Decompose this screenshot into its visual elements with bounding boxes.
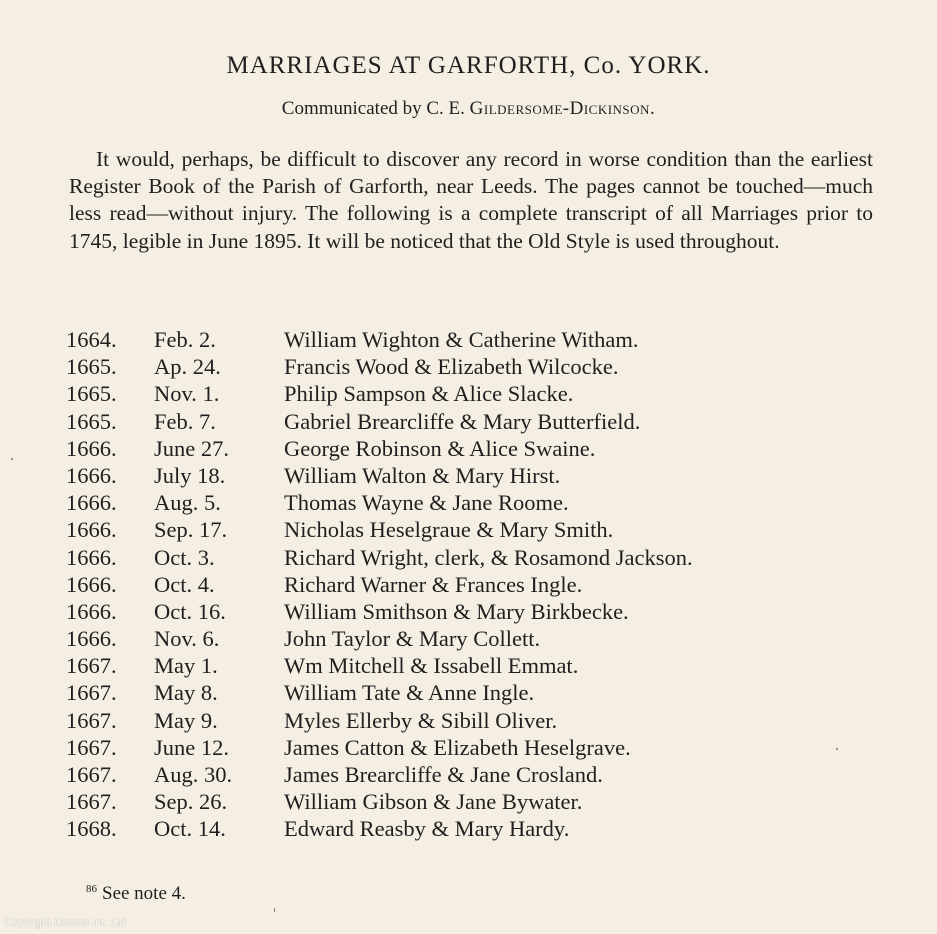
record-date: Feb. 2. — [154, 327, 216, 352]
intro-paragraph: It would, perhaps, be difficult to discover any record in worse condition than the earliest Register Book of the Parish of Garforth, near Leeds. The pages cannot be touched—much less read—without injury. The following is a complete transcript of all Marriages prior to 1745, legible in June 1895. It will be noticed that the Old Style is used throughout. — [69, 147, 873, 253]
record-date: Aug. 30. — [154, 762, 233, 787]
footnote — [86, 883, 186, 905]
record-year: 1666. — [66, 598, 117, 624]
footnote-text: See note 4. — [102, 883, 186, 904]
record-date: Nov. 1. — [154, 381, 220, 407]
paper-speck — [274, 908, 275, 912]
record-year: 1667. — [66, 680, 117, 706]
record-year: 1667. — [66, 762, 117, 787]
record-names: William Smithson & Mary Birkbecke. — [284, 598, 629, 624]
record-year: 1666. — [66, 462, 117, 488]
record-year: 1665. — [66, 381, 117, 407]
byline — [0, 98, 937, 120]
record-date: Sep. 26. — [154, 789, 228, 815]
record-date: Oct. 3. — [154, 544, 215, 570]
footnote-marker: 86 — [86, 883, 97, 895]
record-names: James Catton & Elizabeth Heselgrave. — [284, 734, 631, 760]
record-row — [66, 625, 826, 652]
record-names: Wm Mitchell & Issabell Emmat. — [284, 653, 579, 679]
record-year: 1666. — [66, 490, 117, 516]
page-title: MARRIAGES AT GARFORTH, Co. YORK. — [226, 52, 711, 79]
record-year: 1668. — [66, 816, 117, 842]
record-year: 1664. — [66, 327, 117, 352]
record-names: William Tate & Anne Ingle. — [284, 680, 535, 706]
record-names: Edward Reasby & Mary Hardy. — [284, 816, 570, 842]
record-year: 1667. — [66, 707, 117, 733]
copyright-watermark: Copyright Cosmo Int. Ltd — [4, 917, 126, 929]
record-year: 1666. — [66, 517, 117, 543]
record-date: Oct. 4. — [154, 571, 215, 597]
record-year: 1666. — [66, 571, 117, 597]
record-year: 1665. — [66, 354, 117, 380]
record-names: Thomas Wayne & Jane Roome. — [284, 490, 569, 516]
record-date: May 9. — [154, 707, 218, 733]
record-names: George Robinson & Alice Swaine. — [284, 435, 596, 461]
record-row — [66, 707, 826, 734]
record-row — [66, 679, 826, 706]
record-year: 1666. — [66, 435, 117, 461]
record-row — [66, 353, 826, 380]
record-row — [66, 815, 826, 842]
record-row — [66, 326, 826, 353]
record-date: June 12. — [154, 734, 229, 760]
record-date: Feb. 7. — [154, 408, 216, 434]
record-year: 1665. — [66, 408, 117, 434]
record-names: Richard Warner & Frances Ingle. — [284, 571, 583, 597]
record-date: July 18. — [154, 462, 226, 488]
record-row — [66, 571, 826, 598]
record-row — [66, 598, 826, 625]
record-date: May 1. — [154, 653, 218, 679]
record-year: 1666. — [66, 544, 117, 570]
record-names: Gabriel Brearcliffe & Mary Butterfield. — [284, 408, 641, 434]
record-year: 1667. — [66, 789, 117, 815]
record-names: Myles Ellerby & Sibill Oliver. — [284, 707, 558, 733]
record-row — [66, 408, 826, 435]
byline-prefix: Communicated by C. E. — [281, 98, 470, 119]
record-date: June 27. — [154, 435, 229, 461]
record-row — [66, 652, 826, 679]
marriage-records-list — [66, 326, 826, 843]
record-row — [66, 516, 826, 543]
record-date: May 8. — [154, 680, 218, 706]
record-year: 1666. — [66, 626, 117, 652]
record-date: Nov. 6. — [154, 626, 220, 652]
record-names: William Gibson & Jane Bywater. — [284, 789, 583, 815]
record-names: James Brearcliffe & Jane Crosland. — [284, 762, 603, 787]
record-year: 1667. — [66, 734, 117, 760]
record-date: Sep. 17. — [154, 517, 228, 543]
paper-speck — [836, 748, 838, 750]
record-names: Nicholas Heselgraue & Mary Smith. — [284, 517, 614, 543]
record-date: Aug. 5. — [154, 490, 221, 516]
record-date: Oct. 16. — [154, 598, 226, 624]
byline-author: Gildersome-Dickinson. — [469, 98, 656, 119]
paper-speck — [11, 458, 13, 460]
record-names: Philip Sampson & Alice Slacke. — [284, 381, 574, 407]
record-row — [66, 435, 826, 462]
record-row — [66, 761, 826, 788]
record-row — [66, 489, 826, 516]
record-names: Richard Wright, clerk, & Rosamond Jackson. — [284, 544, 693, 570]
record-names: John Taylor & Mary Collett. — [284, 626, 541, 652]
record-year: 1667. — [66, 653, 117, 679]
record-row — [66, 734, 826, 761]
record-row — [66, 788, 826, 815]
record-row — [66, 380, 826, 407]
record-date: Ap. 24. — [154, 354, 221, 380]
record-date: Oct. 14. — [154, 816, 226, 842]
record-names: William Walton & Mary Hirst. — [284, 462, 561, 488]
record-row — [66, 462, 826, 489]
record-row — [66, 544, 826, 571]
record-names: Francis Wood & Elizabeth Wilcocke. — [284, 354, 619, 380]
record-names: William Wighton & Catherine Witham. — [284, 327, 639, 352]
